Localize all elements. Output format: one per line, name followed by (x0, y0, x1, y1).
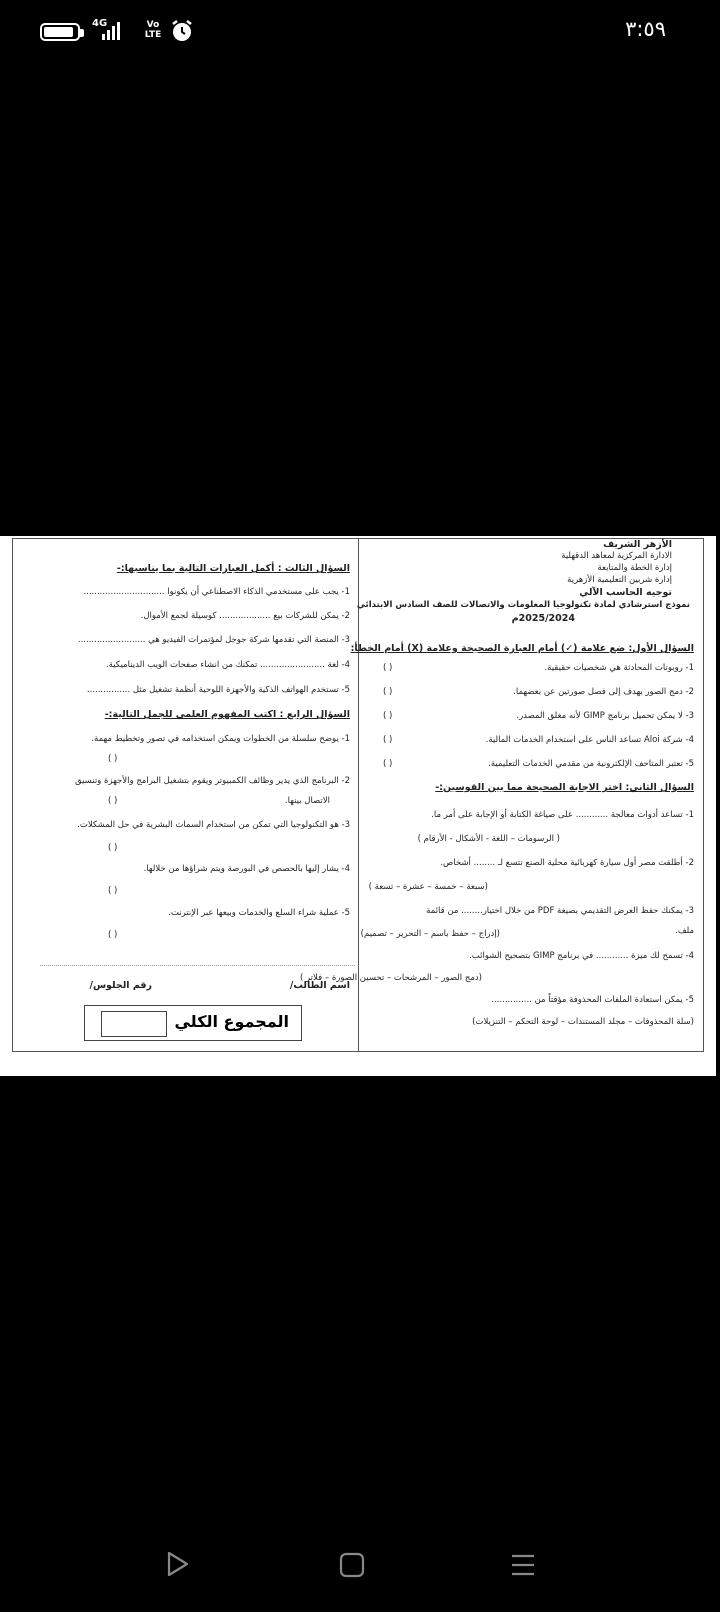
q1-answer: ( ) (383, 759, 393, 769)
battery-icon (40, 23, 80, 41)
header-line: توجيه الحاسب الآلي (579, 587, 672, 598)
q2-options: ( الرسومات – اللغة - الأشكال - الأرقام ) (417, 834, 560, 844)
q4-title: السؤال الرابع : اكتب المفهوم العلمي للجمل التالية:- (104, 709, 350, 720)
q1-item: 5- تعتبر المتاحف الإلكترونية من مقدمي الخدمات التعليمية. (488, 759, 694, 769)
recents-menu-icon[interactable] (510, 1552, 536, 1578)
q1-item: 2- دمج الصور يهدف إلى فصل صورتين عن بعضهما. (513, 687, 694, 697)
volte-icon: Vo LTE (144, 20, 162, 40)
q4-item: 2- البرنامج الذي يدير وظائف الكمبيوتر ويقوم بتشغيل البرامج والأجهزة وتنسيق (75, 776, 350, 786)
q2-item: 2- أطلقت مصر أول سيارة كهربائية محلية الصنع تتسع لـ ........ أشخاص. (440, 858, 694, 868)
q2-options: (سبعة – خمسة – عشرة – تسعة ) (368, 882, 488, 892)
q2-options: (دمج الصور – المرشحات – تحسين الصورة – فلاتر ) (299, 973, 482, 983)
q4-answer: ( ) (108, 754, 118, 764)
total-score-label: المجموع الكلي (174, 1012, 289, 1031)
signal-icon (102, 22, 120, 40)
q4-item: 1- يوضح سلسلة من الخطوات ويمكن استخدامه في تصور وتخطيط مهمة. (91, 734, 350, 744)
q3-item: 3- المنصة التي تقدمها شركة جوجل لمؤتمرات الفيديو هي ......................... (77, 635, 350, 645)
q4-item: 4- يشار إليها بالحصص في البورصة ويتم شراؤها من خلالها. (143, 864, 350, 874)
header-year: 2025/2024م (511, 613, 575, 624)
q1-answer: ( ) (383, 687, 393, 697)
q4-item: 3- هو التكنولوجيا التي تمكن من استخدام السمات البشرية في حل المشكلات. (77, 820, 350, 830)
q3-item: 2- يمكن للشركات بيع ................... كوسيلة لجمع الأموال. (140, 611, 350, 621)
separator-line (40, 965, 355, 966)
back-icon[interactable] (165, 1550, 191, 1578)
q1-answer: ( ) (383, 711, 393, 721)
home-icon[interactable] (339, 1552, 365, 1578)
q4-answer: ( ) (108, 843, 118, 853)
q2-options: (إدراج – حفظ باسم – التحرير – تصميم) (360, 929, 500, 939)
clock: ٣:٥٩ (625, 17, 666, 41)
q2-item: 3- يمكنك حفظ العرض التقديمي بصيغة PDF من خلال اختيار........ من قائمة (426, 906, 694, 916)
q1-title: السؤال الأول: ضع علامة (✓) أمام العبارة الصحيحة وعلامة (X) أمام الخطأ: (350, 643, 694, 654)
header-line: الادارة المركزية لمعاهد الدقهلية (561, 551, 672, 561)
header-line: إدارة الخطة والمتابعة (597, 563, 672, 573)
student-name-label: اسم الطالب/ (289, 980, 350, 991)
q3-item: 4- لغة ........................ تمكنك من انشاء صفحات الويب الديناميكية. (105, 660, 350, 670)
q2-options: (سلة المحذوفات – مجلد المستندات – لوحة التحكم – التنزيلات) (472, 1017, 694, 1027)
q4-item: الاتصال بينها. (284, 796, 330, 806)
navigation-bar (0, 1530, 720, 1612)
q2-item: 1- تساعد أدوات معالجة ............ على صياغة الكتابة أو الإجابة على أمر ما. (431, 810, 694, 820)
q4-item: 5- عملية شراء السلع والخدمات وبيعها عبر الإنترنت. (168, 908, 350, 918)
alarm-icon (170, 19, 194, 43)
q4-answer: ( ) (108, 930, 118, 940)
status-bar (0, 0, 720, 62)
header-title: نموذج استرشادي لمادة تكنولوجيا المعلومات والاتصالات للصف السادس الابتدائي (356, 600, 690, 610)
q4-answer: ( ) (108, 796, 118, 806)
q1-item: 4- شركة Aloi تساعد الناس على استخدام الخدمات المالية. (485, 735, 694, 745)
q1-item: 3- لا يمكن تحميل برنامج GIMP لأنه مغلق المصدر. (516, 711, 694, 721)
q3-item: 1- يجب على مستخدمي الذكاء الاصطناعي أن يكونوا .............................. (83, 587, 350, 597)
q1-answer: ( ) (383, 735, 393, 745)
network-type: 4G (92, 18, 108, 29)
q2-item: 5- يمكن استعادة الملفات المحذوفة مؤقتاً من ............... (491, 995, 694, 1005)
q1-answer: ( ) (383, 663, 393, 673)
q3-title: السؤال الثالث : أكمل العبارات التالية بما يناسبها:- (116, 563, 350, 574)
total-score-box (84, 1005, 302, 1041)
q2-item: ملف. (675, 926, 694, 936)
q3-item: 5- تستخدم الهواتف الذكية والأجهزة اللوحية أنظمة تشغيل مثل ................ (86, 685, 350, 695)
header-line: الأزهر الشريف (603, 539, 672, 550)
q1-item: 1- روبوتات المحادثة هي شخصيات حقيقية. (544, 663, 694, 673)
q2-title: السؤال الثاني: اختر الاجابة الصحيحة مما بين القوسين:- (435, 782, 694, 793)
q2-item: 4- تسمح لك ميزة ............ في برنامج GIMP بتصحيح الشوائب. (469, 951, 694, 961)
seat-number-label: رقم الجلوس/ (89, 980, 152, 991)
q4-answer: ( ) (108, 886, 118, 896)
total-score-field (101, 1011, 167, 1037)
header-line: إدارة شربين التعليمية الأزهرية (567, 575, 672, 585)
